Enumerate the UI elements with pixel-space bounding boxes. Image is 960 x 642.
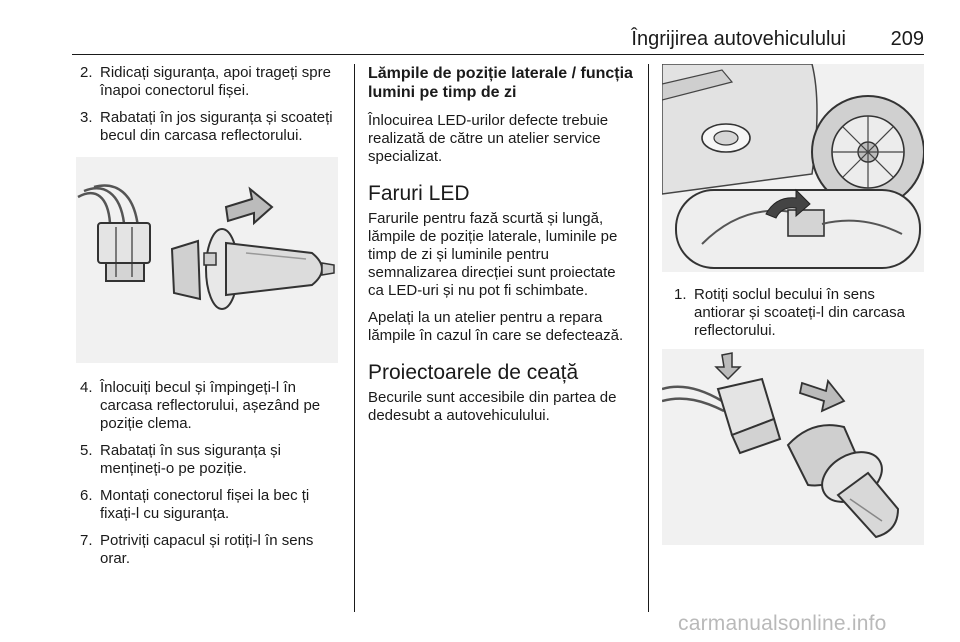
arrow-icon [226, 189, 272, 223]
step-2: 2. Ridicați siguranța, apoi trageți spre înapoi conectorul fișei. [80, 64, 331, 99]
led-text-1: Farurile pentru fază scurtă și lungă, lămpile de poziție laterale, luminile pe timp de zi și luminile pentru semnalizarea direcției sunt proiectate ca LED-uri și nu pot fi schimbate. [368, 210, 618, 299]
step-6: 6. Montați conectorul fișei la bec ți fixați-l cu siguranța. [80, 487, 310, 522]
steps-top [80, 64, 342, 145]
step-4: 4. Înlocuiți becul și împingeți-l în carcasa reflectorului, așezând pe poziție clema. [80, 379, 321, 432]
heading-side-lamps: Lămpile de poziție laterale / funcția lumini pe timp de zi [368, 65, 633, 101]
bulb-removal-illustration [76, 157, 338, 363]
fog-lamp-location-illustration [662, 64, 924, 272]
page-title: Îngrijirea autovehiculului [631, 28, 846, 50]
header-rule [72, 54, 924, 55]
step-1: 1. Rotiți soclul becului în sens antiorar și scoateți-l din carcasa reflectorului. [674, 286, 905, 339]
fog-text: Becurile sunt accesibile din partea de dedesubt a autovehiculului. [368, 389, 617, 424]
steps-bottom [80, 379, 342, 568]
step-7: 7. Potriviți capacul și rotiți-l în sens orar. [80, 532, 314, 567]
led-text-2: Apelați la un atelier pentru a repara lămpile în cazul în care se defectează. [368, 309, 624, 344]
page-header [72, 28, 924, 54]
fog-bulb-removal-illustration [662, 349, 924, 545]
side-lamps-text: Înlocuirea LED-urilor defecte trebuie realizată de către un atelier service specializat. [368, 112, 609, 165]
arrow-icon [800, 381, 844, 411]
arrow-icon [716, 353, 740, 379]
step-3: 3. Rabatați în jos siguranța și scoateți becul din carcasa reflectorului. [80, 109, 333, 144]
column-divider-1 [354, 64, 355, 612]
column-middle [368, 64, 634, 434]
watermark: carmanualsonline.info [678, 612, 887, 635]
step-5: 5. Rabatați în sus siguranța și mențineți-o pe poziție. [80, 442, 281, 477]
heading-fog-lamps: Proiectoarele de ceață [368, 361, 579, 384]
page-number: 209 [890, 28, 924, 50]
heading-led-headlights: Faruri LED [368, 182, 470, 205]
column-divider-2 [648, 64, 649, 612]
steps-right [674, 286, 924, 340]
column-left [80, 64, 342, 577]
column-right [662, 64, 924, 545]
